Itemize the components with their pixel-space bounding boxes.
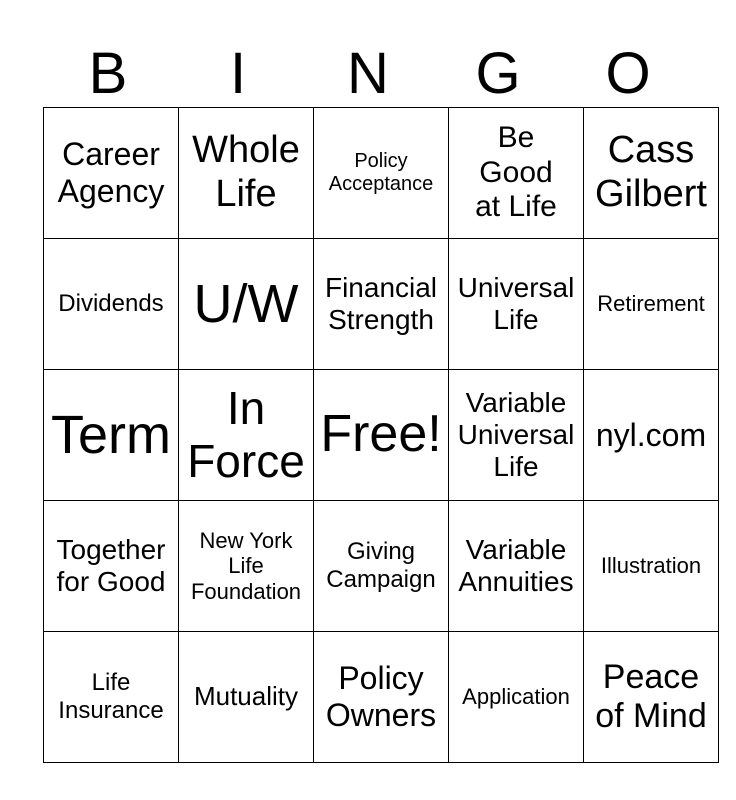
- bingo-cell[interactable]: [179, 632, 314, 763]
- cell-text-line: U/W: [193, 273, 299, 334]
- bingo-cell free-space[interactable]: [314, 370, 449, 501]
- cell-text-line: Be: [497, 121, 535, 155]
- cell-text-line: Foundation: [190, 578, 302, 604]
- cell-text-line: Cass: [607, 129, 695, 172]
- board-row: [44, 501, 719, 632]
- cell-text-line: Retirement: [597, 291, 705, 317]
- bingo-cell[interactable]: [449, 632, 584, 763]
- cell-text-line: Universal: [457, 271, 575, 303]
- board-row: [44, 632, 719, 763]
- bingo-cell[interactable]: [584, 501, 719, 632]
- bingo-cell[interactable]: [314, 632, 449, 763]
- cell-text-line: Force: [187, 435, 305, 487]
- cell-text-line: of Mind: [595, 697, 707, 735]
- bingo-cell[interactable]: [44, 632, 179, 763]
- cell-text-line: Agency: [57, 173, 165, 209]
- bingo-cell[interactable]: [44, 239, 179, 370]
- cell-text-line: Giving: [346, 538, 416, 566]
- cell-text-line: Policy: [354, 150, 408, 172]
- bingo-cell[interactable]: [179, 370, 314, 501]
- cell-text-line: Financial: [324, 271, 438, 303]
- board-row: [44, 239, 719, 370]
- cell-text-line: Variable: [465, 533, 567, 565]
- cell-text-line: for Good: [56, 566, 166, 597]
- cell-text-line: Annuities: [458, 566, 574, 597]
- cell-text-line: Dividends: [58, 290, 164, 318]
- board-row: [44, 108, 719, 239]
- bingo-cell[interactable]: [449, 501, 584, 632]
- bingo-cell[interactable]: [179, 108, 314, 239]
- bingo-cell[interactable]: [314, 108, 449, 239]
- bingo-board: [43, 107, 719, 763]
- bingo-cell[interactable]: [179, 501, 314, 632]
- bingo-cell[interactable]: [44, 108, 179, 239]
- header-letter-i: I: [229, 41, 247, 106]
- cell-text-line: Insurance: [58, 697, 164, 724]
- bingo-cell[interactable]: [179, 239, 314, 370]
- bingo-cell[interactable]: [314, 501, 449, 632]
- bingo-cell[interactable]: [449, 239, 584, 370]
- header-letter-n: N: [347, 41, 389, 106]
- cell-text-line: Life: [91, 669, 131, 697]
- cell-text-line: Life: [493, 304, 539, 335]
- bingo-cell[interactable]: [449, 108, 584, 239]
- header-letter-g: G: [475, 41, 521, 106]
- bingo-cell[interactable]: [44, 370, 179, 501]
- cell-text-line: Good: [479, 155, 553, 189]
- cell-text-line: Together: [56, 533, 166, 565]
- cell-text-line: Life: [228, 553, 264, 579]
- cell-text-line: Whole: [192, 129, 300, 172]
- board-row: [44, 370, 719, 501]
- bingo-cell[interactable]: [44, 501, 179, 632]
- cell-text-line: Mutuality: [193, 681, 299, 712]
- cell-text-line: Variable: [465, 386, 567, 418]
- cell-text-line: at Life: [475, 190, 557, 224]
- cell-text-line: Policy: [338, 660, 424, 697]
- cell-text-line: Owners: [325, 697, 437, 733]
- cell-text-line: New York: [199, 528, 293, 554]
- bingo-cell[interactable]: [584, 108, 719, 239]
- cell-text-line: Free!: [320, 405, 442, 464]
- cell-text-line: Illustration: [600, 553, 702, 579]
- bingo-cell[interactable]: [449, 370, 584, 501]
- bingo-cell[interactable]: [584, 239, 719, 370]
- bingo-cell[interactable]: [314, 239, 449, 370]
- cell-text-line: nyl.com: [595, 416, 707, 453]
- cell-text-line: Term: [51, 404, 171, 465]
- cell-text-line: Peace: [602, 657, 700, 696]
- cell-text-line: In: [226, 382, 266, 435]
- cell-text-line: Campaign: [326, 566, 436, 593]
- bingo-cell[interactable]: [584, 632, 719, 763]
- cell-text-line: Acceptance: [328, 173, 434, 195]
- header-letter-o: O: [605, 41, 651, 106]
- bingo-header: [43, 40, 693, 108]
- cell-text-line: Gilbert: [595, 173, 707, 215]
- cell-text-line: Universal: [457, 418, 575, 450]
- cell-text-line: Strength: [328, 304, 434, 335]
- cell-text-line: Life: [215, 173, 277, 215]
- bingo-cell[interactable]: [584, 370, 719, 501]
- cell-text-line: Career: [62, 136, 160, 173]
- header-letter-b: B: [88, 41, 128, 106]
- cell-text-line: Application: [462, 684, 570, 710]
- cell-text-line: Life: [493, 451, 539, 483]
